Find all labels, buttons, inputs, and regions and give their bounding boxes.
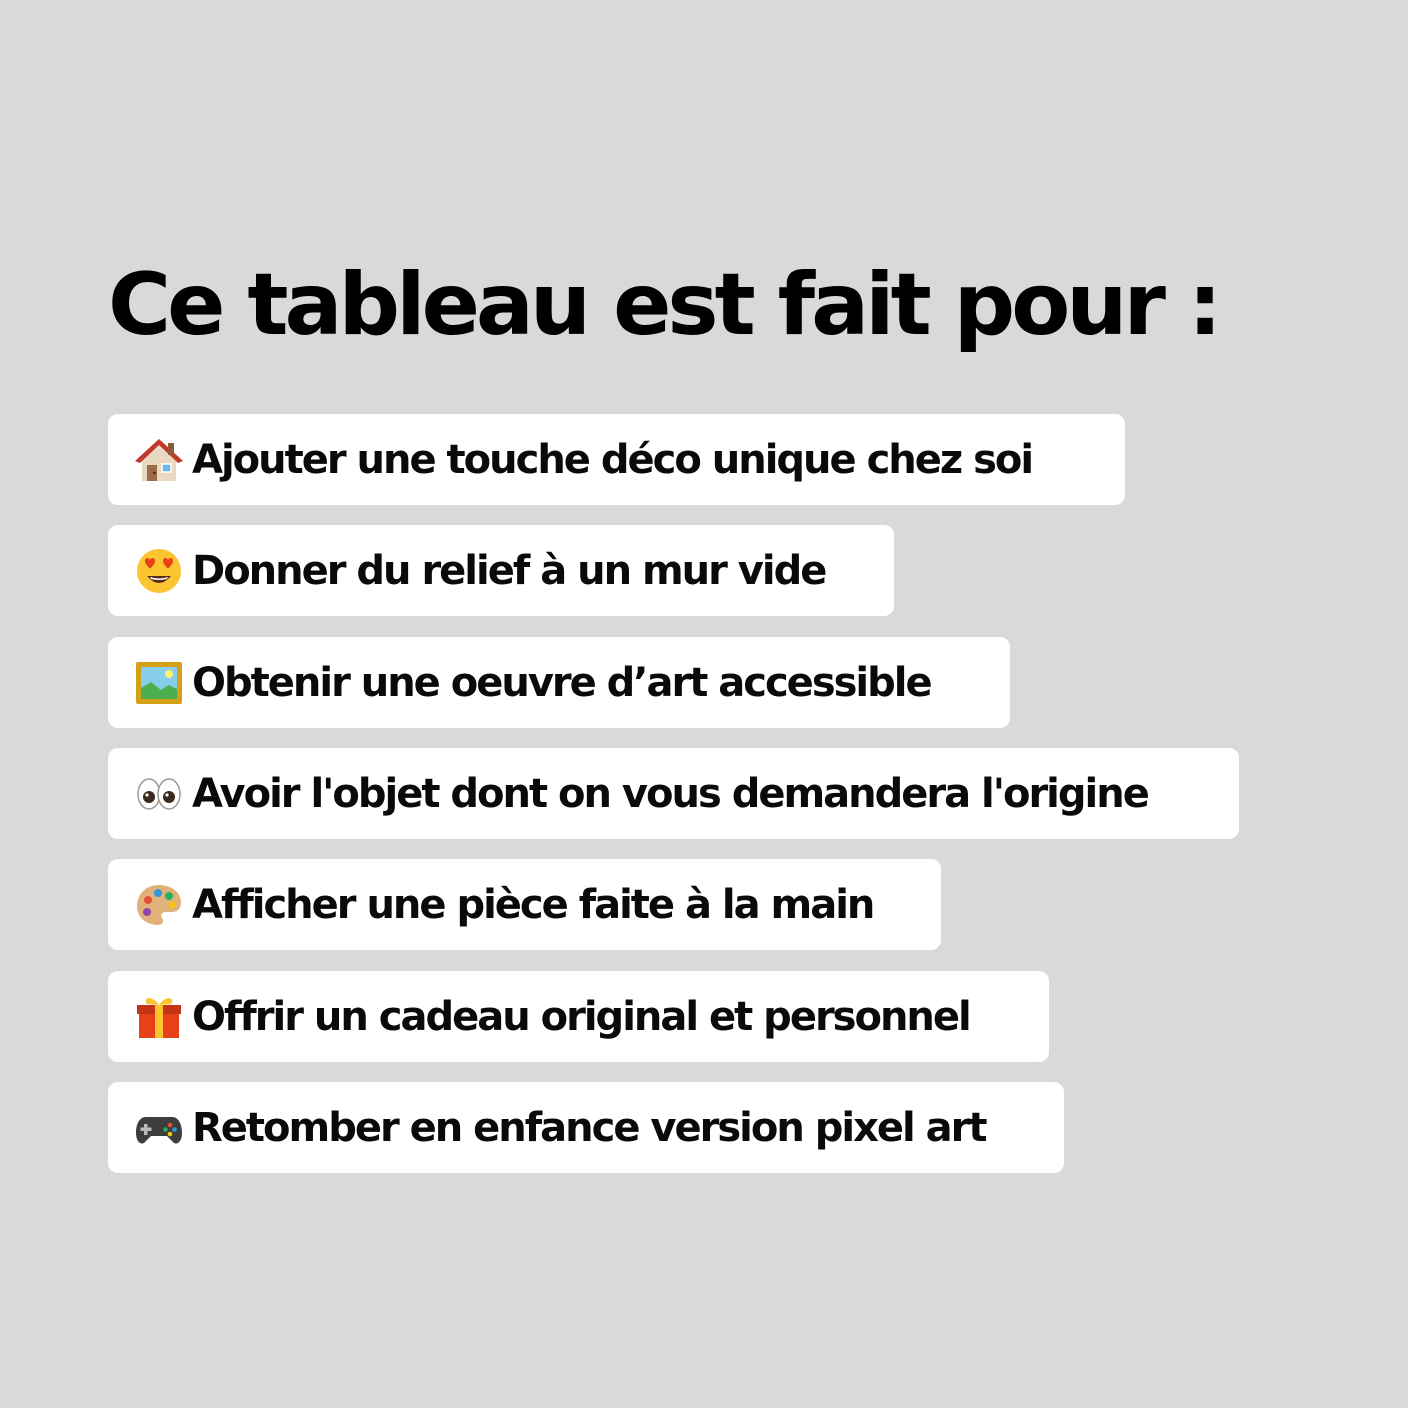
framed-picture-icon	[134, 658, 184, 708]
list-item-art	[108, 637, 1010, 728]
house-icon	[134, 435, 184, 485]
list-item-relief	[108, 525, 894, 616]
list-item-cadeau	[108, 971, 1049, 1062]
list-item-label: Offrir un cadeau original et personnel	[192, 993, 970, 1040]
game-controller-icon	[134, 1103, 184, 1153]
heart-eyes-icon	[134, 546, 184, 596]
list-item-main	[108, 859, 941, 950]
list-item-objet	[108, 748, 1239, 839]
list-item-pixel-art	[108, 1082, 1064, 1173]
eyes-icon	[134, 769, 184, 819]
list-item-label: Afficher une pièce faite à la main	[192, 881, 874, 928]
list-item-label: Obtenir une oeuvre d’art accessible	[192, 659, 931, 706]
list-item-label: Donner du relief à un mur vide	[192, 547, 826, 594]
list-item-label: Avoir l'objet dont on vous demandera l'origine	[192, 770, 1148, 817]
list-item-label: Retomber en enfance version pixel art	[192, 1104, 986, 1151]
list-item-label: Ajouter une touche déco unique chez soi	[192, 436, 1033, 483]
page-title: Ce tableau est fait pour :	[108, 255, 1219, 355]
gift-icon	[134, 992, 184, 1042]
palette-icon	[134, 880, 184, 930]
list-item-deco	[108, 414, 1125, 505]
